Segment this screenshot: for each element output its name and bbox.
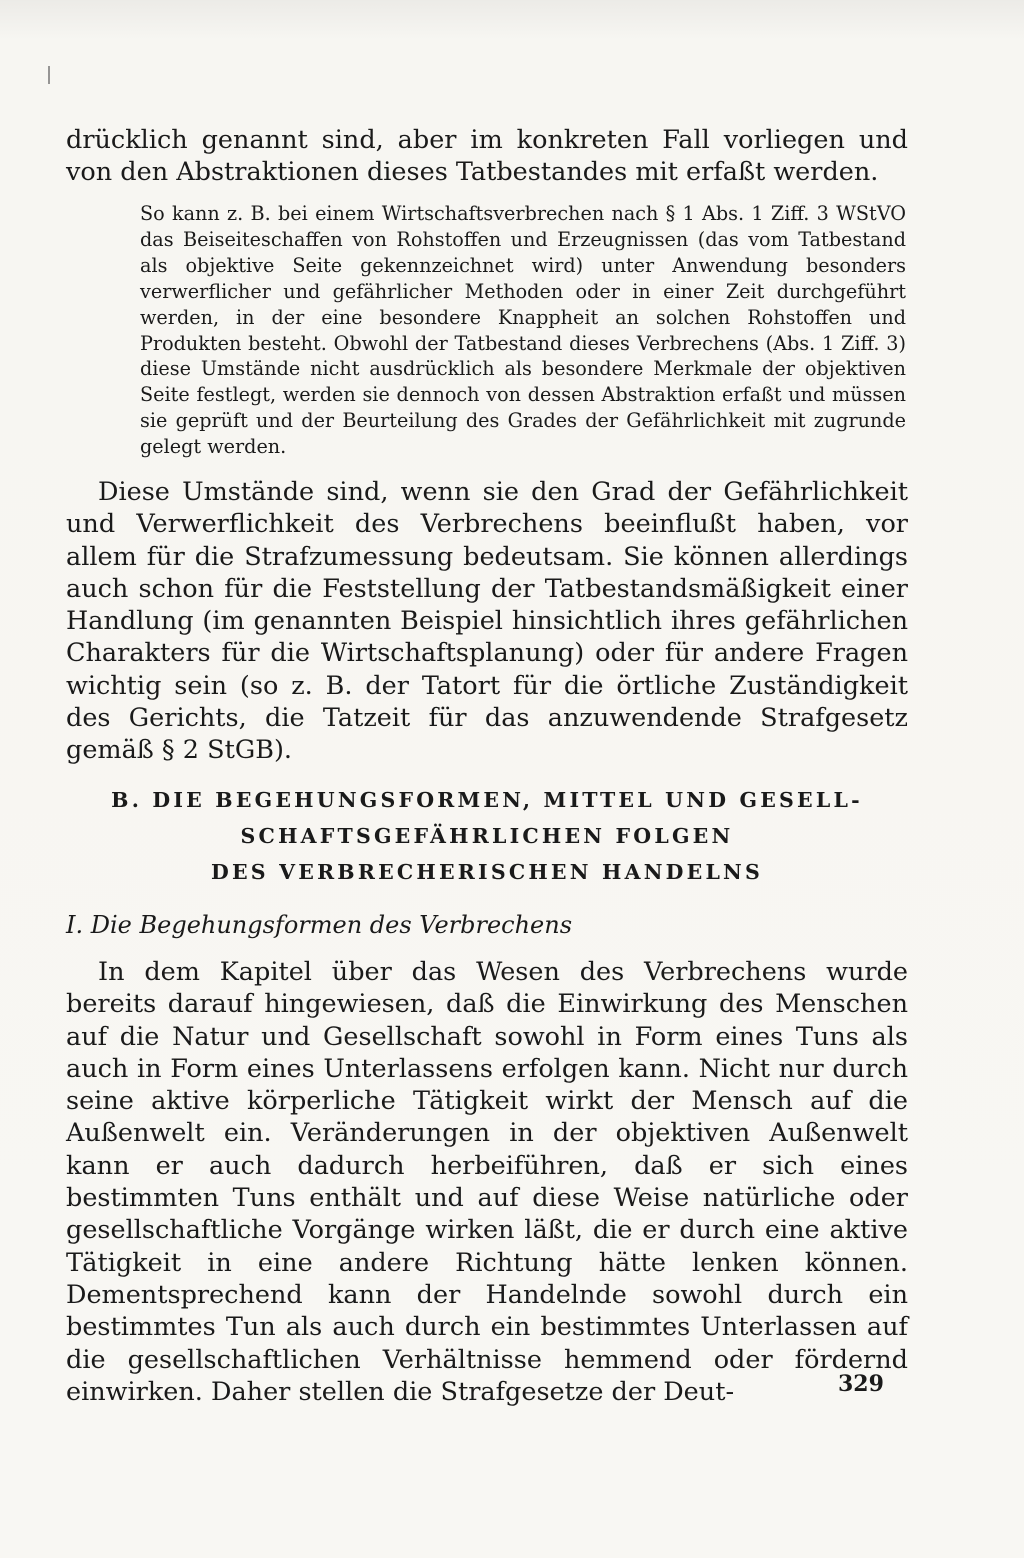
- example-paragraph: [140, 201, 906, 460]
- paragraph-text: In dem Kapitel über das Wesen des Verbrechens wurde bereits darauf hingewiesen, daß die Einwirkung des Menschen auf die Natur und Gesellschaft sowohl in Form eines Tuns als auch in Form eines Unterlassens erfolgen kann. Nicht nur durch seine aktive körperliche Tätigkeit wirkt der Mensch auf die Außenwelt ein. Veränderungen in der objektiven Außenwelt kann er auch dadurch herbeiführen, daß er sich eines bestimmten Tuns enthält und auf diese Weise natürliche oder gesellschaftliche Vorgänge wirken läßt, die er durch eine aktive Tätigkeit in eine andere Richtung hätte lenken können. Dementsprechend kann der Handelnde sowohl durch ein bestimmtes Tun als auch durch ein bestimmtes Unterlassen auf die gesellschaftlichen Verhältnisse hemmend oder fördernd einwirken. Daher stellen die Strafgesetze der Deut-: [66, 957, 908, 1407]
- section-heading-line-1: B. DIE BEGEHUNGSFORMEN, MITTEL UND GESELL-: [111, 788, 863, 812]
- subsection-heading: I. Die Begehungsformen des Verbrechens: [66, 911, 573, 939]
- scan-mark: [48, 66, 50, 84]
- section-heading: [66, 782, 908, 890]
- paragraph-text: drücklich genannt sind, aber im konkreten Fall vorliegen und von den Abstraktionen dieses Tatbestandes mit erfaßt werden.: [66, 125, 908, 188]
- section-heading-line-3: DES VERBRECHERISCHEN HANDELNS: [211, 860, 763, 884]
- paragraph-continuation: [66, 124, 908, 189]
- example-text: So kann z. B. bei einem Wirtschaftsverbrechen nach § 1 Abs. 1 Ziff. 3 WStVO das Beiseiteschaffen von Rohstoffen und Erzeugnissen (das vom Tatbestand als objektive Seite gekennzeichnet wird) unter Anwendung besonders verwerflicher und gefährlicher Methoden oder in einer Zeit durchgeführt werden, in der eine besondere Knappheit an solchen Rohstoffen und Produkten besteht. Obwohl der Tatbestand dieses Verbrechens (Abs. 1 Ziff. 3) diese Umstände nicht ausdrücklich als besondere Merkmale der objektiven Seite festlegt, werden sie dennoch von dessen Abstraktion erfaßt und müssen sie geprüft und der Beurteilung des Grades der Gefährlichkeit mit zugrunde gelegt werden.: [140, 202, 906, 459]
- page-number: 329: [838, 1371, 884, 1397]
- paragraph-begehungsformen: [66, 956, 908, 1408]
- paragraph-text: Diese Umstände sind, wenn sie den Grad der Gefährlichkeit und Verwerflichkeit des Verbrechens beeinflußt haben, vor allem für die Strafzumessung bedeutsam. Sie können allerdings auch schon für die Feststellung der Tatbestandsmäßigkeit einer Handlung (im genannten Beispiel hinsichtlich ihres gefährlichen Charakters für die Wirtschaftsplanung) oder für andere Fragen wichtig sein (so z. B. der Tatort für die örtliche Zuständigkeit des Gerichts, die Tatzeit für das anzuwendende Strafgesetz gemäß § 2 StGB).: [66, 477, 908, 766]
- paragraph-umstaende: [66, 476, 908, 767]
- section-heading-line-2: SCHAFTSGEFÄHRLICHEN FOLGEN: [240, 824, 734, 848]
